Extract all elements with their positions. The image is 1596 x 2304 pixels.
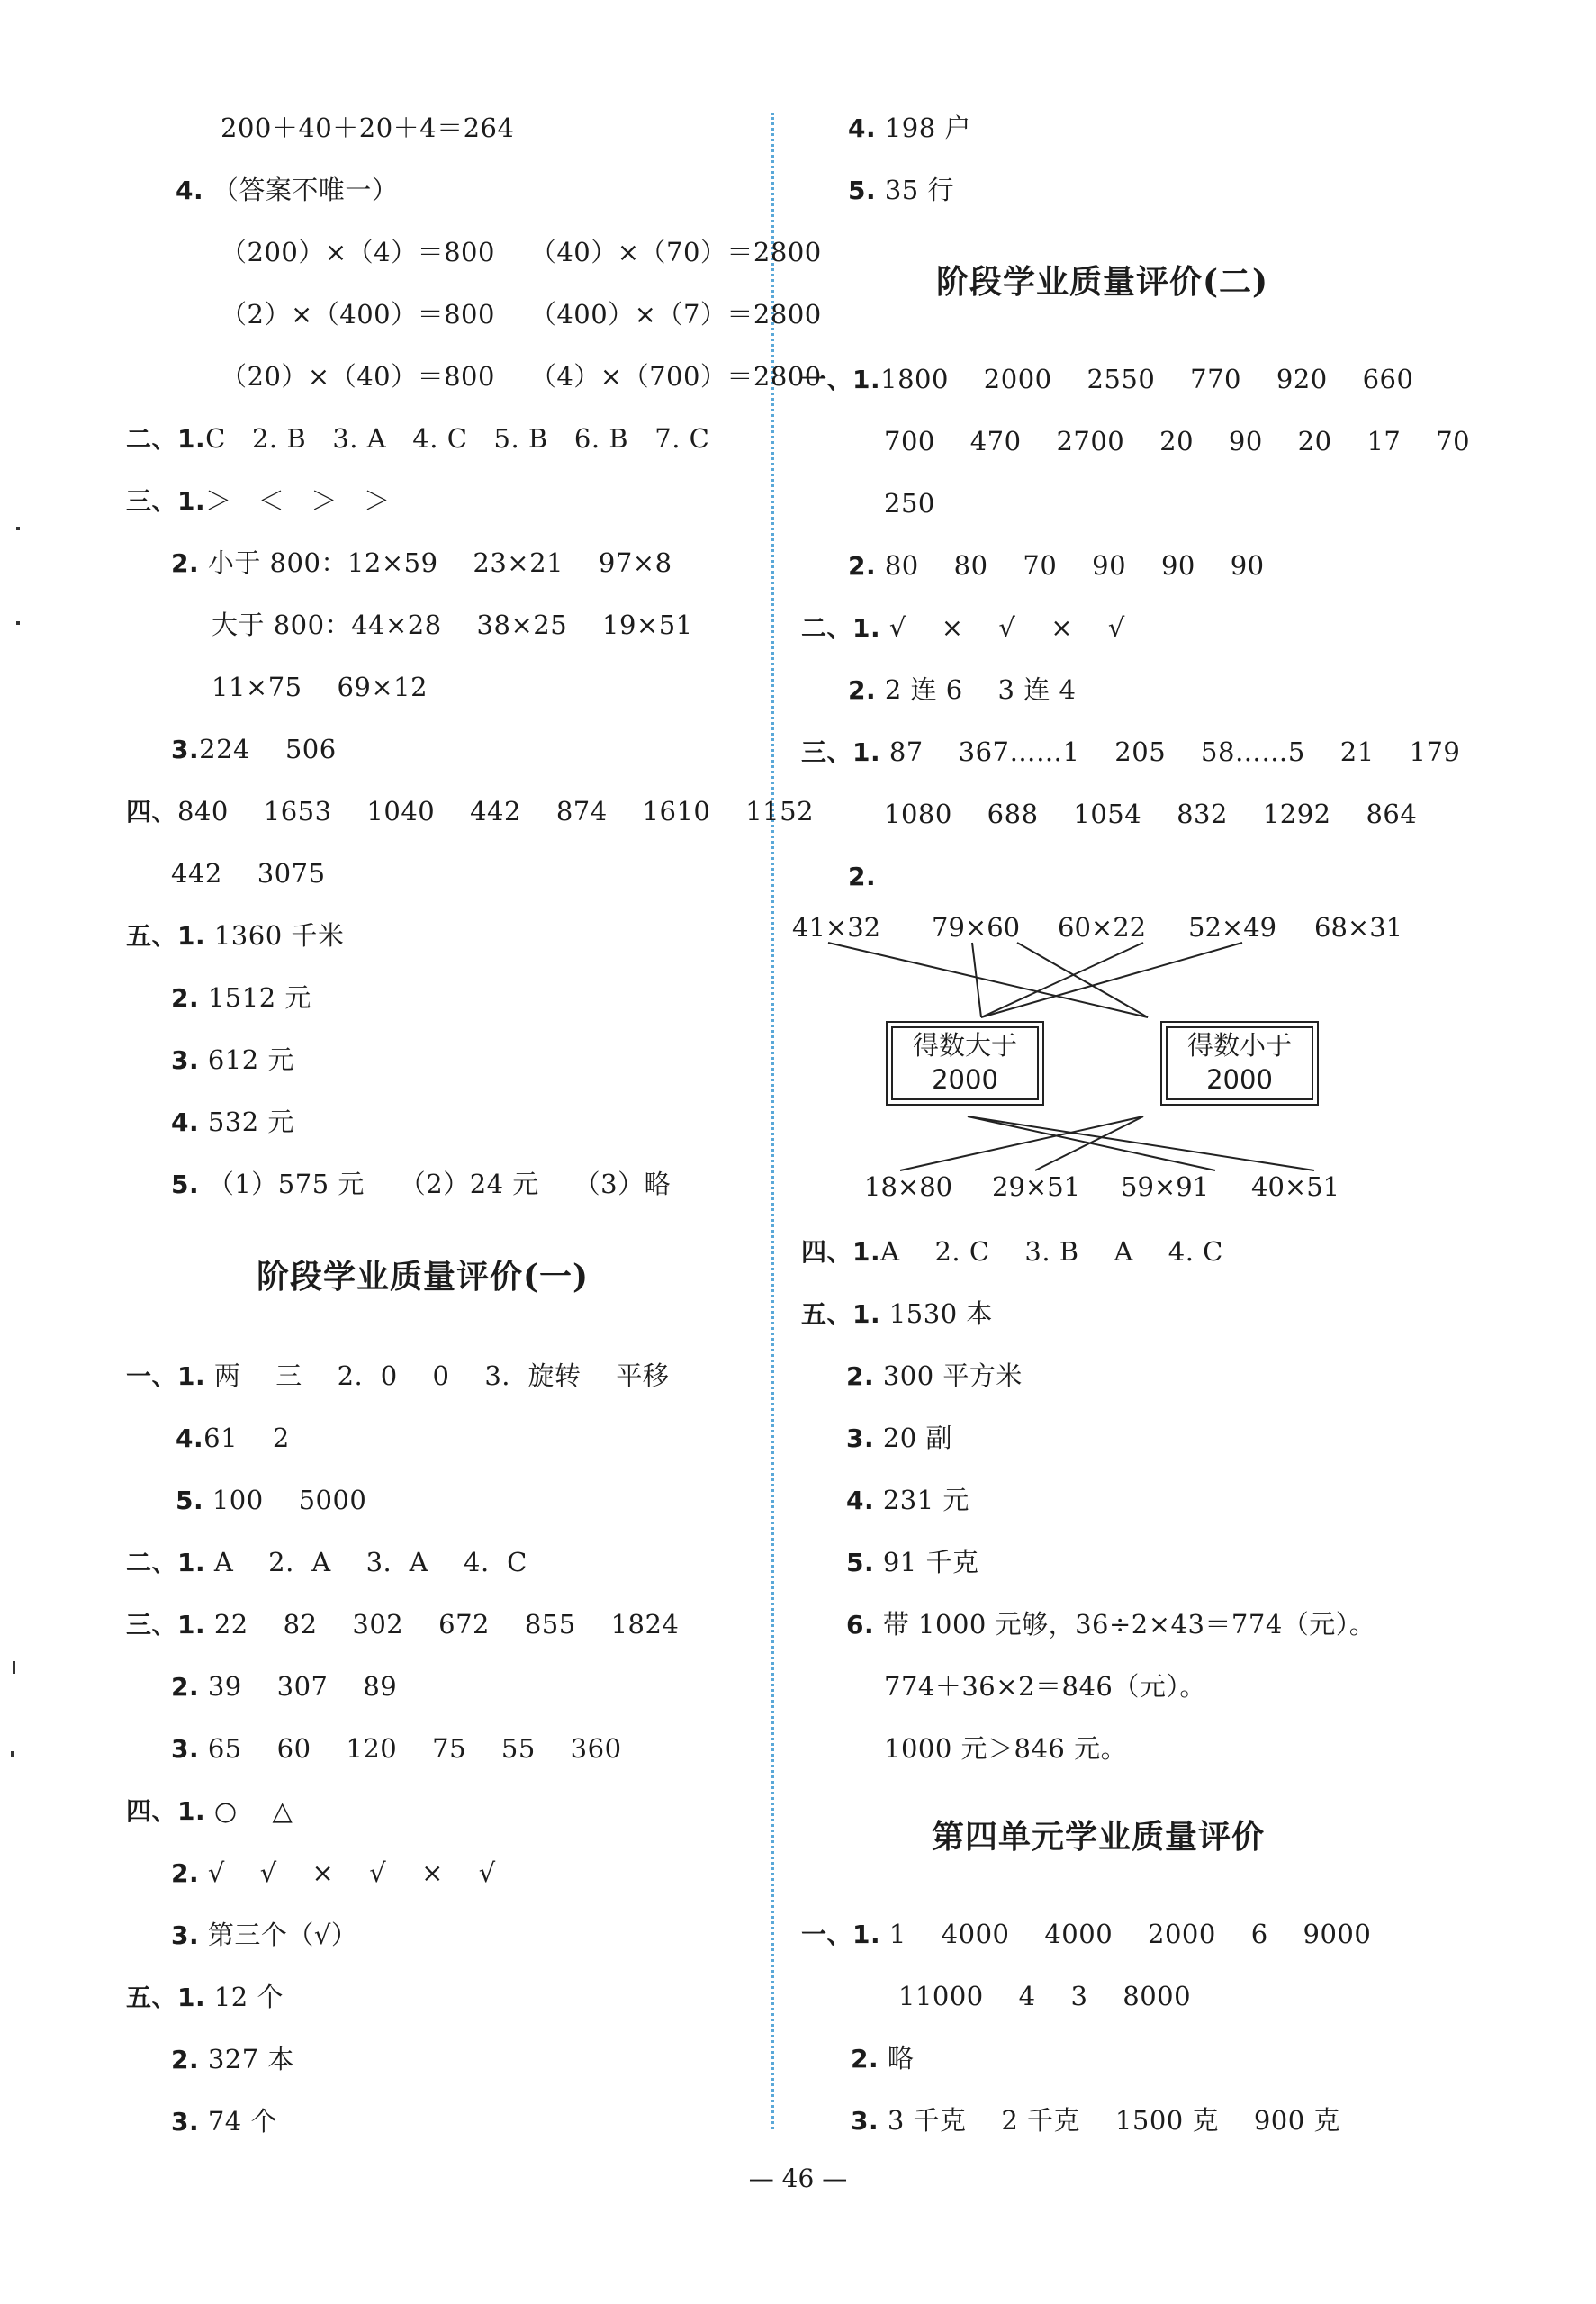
answer-line: 2. 300 平方米 — [846, 1360, 1023, 1391]
answer-line: 三、1. 22 82 302 672 855 1824 — [126, 1609, 680, 1640]
diagram-bottom-item: 18×80 — [864, 1171, 953, 1202]
box-label: 得数大于 — [912, 1030, 1017, 1061]
answer-line: 5. （1）575 元 （2）24 元 （3）略 — [171, 1169, 672, 1199]
section-title: 阶段学业质量评价(一) — [257, 1258, 590, 1296]
answer-line: 250 — [884, 488, 935, 519]
box-greater-than-2000 — [891, 1026, 1039, 1100]
section-title: 第四单元学业质量评价 — [932, 1818, 1266, 1856]
answer-line: 2. 2 连 6 3 连 4 — [848, 674, 1077, 705]
answer-line: 3. 3 千克 2 千克 1500 克 900 克 — [851, 2105, 1340, 2136]
answer-line: 一、1. 两 三 2. 0 0 3. 旋转 平移 — [126, 1360, 670, 1391]
box-less-than-2000 — [1166, 1026, 1313, 1100]
diagram-bottom-item: 40×51 — [1251, 1171, 1340, 1202]
answer-line: 2. 327 本 — [171, 2044, 294, 2074]
match-line — [1035, 1116, 1143, 1170]
match-line — [981, 943, 1242, 1017]
answer-line: （20）×（40）＝800 （4）×（700）＝2800 — [221, 361, 822, 392]
answer-line: 1080 688 1054 832 1292 864 — [884, 799, 1418, 829]
match-line — [981, 943, 1143, 1017]
answer-line: 二、1. √ × √ × √ — [801, 612, 1125, 643]
answer-line: 774＋36×2＝846（元）。 — [884, 1671, 1206, 1702]
answer-line: 2. 80 80 70 90 90 90 — [848, 550, 1265, 581]
answer-line: 2. √ √ × √ × √ — [171, 1857, 496, 1888]
answer-line: 11×75 69×12 — [212, 672, 428, 702]
match-line — [1017, 943, 1148, 1017]
answer-line: 5. 91 千克 — [846, 1547, 979, 1577]
diagram-top-item: 41×32 — [792, 912, 881, 943]
answer-line: 5. 100 5000 — [176, 1485, 367, 1515]
answer-line: （200）×（4）＝800 （40）×（70）＝2800 — [221, 237, 822, 267]
answer-line: 5. 35 行 — [848, 175, 954, 205]
margin-speck — [13, 1661, 15, 1674]
answer-line: 一、1. 1 4000 4000 2000 6 9000 — [801, 1919, 1372, 1949]
answer-line: 2. 1512 元 — [171, 982, 311, 1013]
diagram-top-item: 52×49 — [1188, 912, 1277, 943]
box-label: 得数小于 — [1186, 1030, 1292, 1061]
answer-line: 3. 20 副 — [846, 1423, 952, 1453]
diagram-top-item: 68×31 — [1314, 912, 1403, 943]
answer-line: 2. — [848, 862, 877, 891]
box-value: 2000 — [1206, 1064, 1273, 1095]
page-number: — 46 — — [748, 2164, 848, 2193]
margin-speck — [11, 1751, 14, 1757]
answer-line: （2）×（400）＝800 （400）×（7）＝2800 — [221, 299, 822, 330]
answer-line: 三、1.＞ ＜ ＞ ＞ — [126, 485, 391, 516]
answer-line: 6. 带 1000 元够，36÷2×43＝774（元）。 — [846, 1609, 1376, 1640]
box-value: 2000 — [932, 1064, 998, 1095]
diagram-bottom-item: 59×91 — [1121, 1171, 1210, 1202]
answer-line: 二、1. A 2. A 3. A 4. C — [126, 1547, 527, 1577]
margin-speck — [16, 527, 20, 530]
answer-line: 442 3075 — [171, 858, 326, 889]
answer-line: 4.61 2 — [176, 1423, 290, 1453]
answer-line: 五、1. 1360 千米 — [126, 920, 345, 951]
answer-line: 11000 4 3 8000 — [898, 1981, 1192, 2011]
answer-line: 3.224 506 — [171, 734, 337, 764]
answer-line: 700 470 2700 20 90 20 17 70 — [884, 426, 1471, 456]
margin-speck — [16, 621, 20, 625]
answer-line: 2. 39 307 89 — [171, 1671, 398, 1702]
match-line — [968, 1116, 1215, 1170]
matching-diagram — [792, 909, 1422, 1233]
answer-line: 4. 231 元 — [846, 1485, 969, 1515]
answer-line: 4. 532 元 — [171, 1107, 294, 1137]
section-title: 阶段学业质量评价(二) — [936, 263, 1269, 301]
diagram-bottom-item: 29×51 — [992, 1171, 1081, 1202]
column-divider — [771, 113, 774, 2129]
answer-line: 3. 第三个（√） — [171, 1920, 358, 1950]
answer-line: 一、1.1800 2000 2550 770 920 660 — [801, 364, 1414, 394]
answer-line: 三、1. 87 367……1 205 58……5 21 179 — [801, 736, 1461, 767]
answer-line: 四、1. ○ △ — [126, 1795, 293, 1826]
answer-line: 1000 元＞846 元。 — [884, 1733, 1128, 1764]
answer-line: 二、1.C 2. B 3. A 4. C 5. B 6. B 7. C — [126, 423, 710, 454]
answer-line: 3. 65 60 120 75 55 360 — [171, 1733, 622, 1764]
answer-line: 2. 小于 800：12×59 23×21 97×8 — [171, 547, 672, 578]
match-line — [972, 943, 981, 1017]
diagram-top-item: 79×60 — [932, 912, 1021, 943]
answer-line: 五、1. 1530 本 — [801, 1298, 993, 1329]
answer-line: 200＋40＋20＋4＝264 — [221, 113, 515, 143]
answer-line: 五、1. 12 个 — [126, 1982, 284, 2012]
match-line — [828, 943, 1148, 1017]
answer-line: 四、1.A 2. C 3. B A 4. C — [801, 1236, 1223, 1267]
answer-line: 2. 略 — [851, 2043, 915, 2074]
answer-line: 3. 612 元 — [171, 1044, 294, 1075]
answer-line: 四、840 1653 1040 442 874 1610 1152 — [126, 796, 815, 827]
answer-line: 大于 800：44×28 38×25 19×51 — [212, 610, 693, 640]
answer-line: 4. 198 户 — [848, 113, 971, 143]
diagram-top-item: 60×22 — [1058, 912, 1147, 943]
answer-line: 4. （答案不唯一） — [176, 175, 399, 205]
answer-line: 3. 74 个 — [171, 2106, 277, 2137]
